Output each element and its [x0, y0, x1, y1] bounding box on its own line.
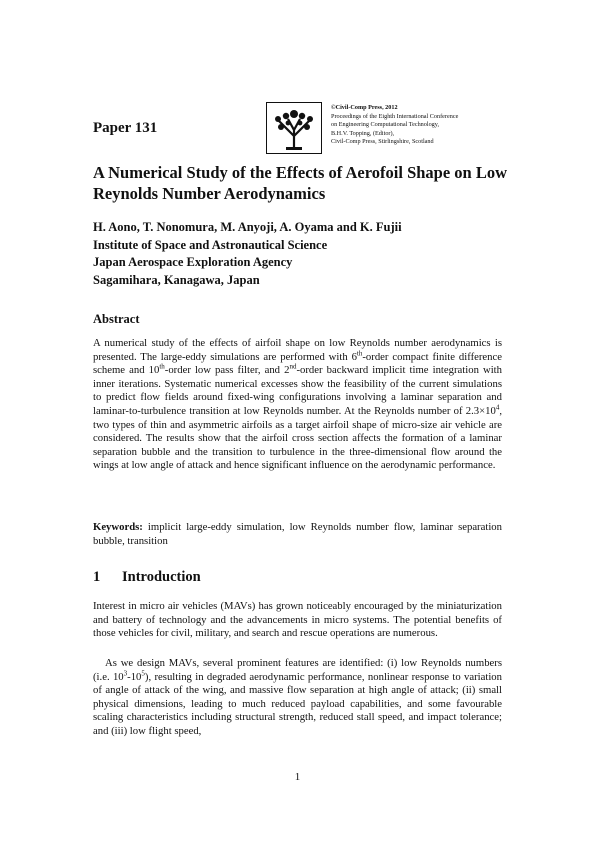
keywords-text: implicit large-eddy simulation, low Reynolds number flow, laminar separation bubble, transition — [93, 521, 502, 547]
abstract-text: A numerical study of the effects of airfoil shape on low Reynolds number aerodynamics is presented. The large-eddy simulations are performed with 6th-order compact finite difference scheme and 10th-order low pass filter, and 2nd-order backward implicit time integration with inner iterations. Systematic numerical excesses show the feasibility of the current simulations to predict flow fields around fixed-wing configurations involving a laminar separation and laminar-to-turbulence transition at low Reynolds number. At the Reynolds number of $2.3\times 10^4$, two types of thin and asymmetric airfoils as a target airfoil shape of micro-size air vehicle are considered. The results show that the airfoil cross section affects the formation of a laminar separation bubble and the transition to turbulence in the three-dimensional flow around the wings at low angle of attack and hence significant influence on the aerodynamic performance. — [93, 337, 503, 472]
paper-number: Paper 131 — [93, 120, 158, 136]
publication-info — [331, 104, 531, 147]
section-title: Introduction — [122, 569, 201, 585]
paper-title: A Numerical Study of the Effects of Aerofoil Shape on Low Reynolds Number Aerodynamics — [93, 163, 508, 203]
abstract-heading: Abstract — [93, 312, 140, 326]
author-names: H. Aono, T. Nonomura, M. Anyoji, A. Oyama and K. Fujii — [93, 220, 402, 234]
proceedings-line: B.H.V. Topping, (Editor), — [331, 129, 395, 137]
author-location: Sagamihara, Kanagawa, Japan — [93, 272, 260, 287]
author-block — [93, 219, 513, 289]
proceedings-line: Proceedings of the Eighth International Conference — [331, 112, 459, 120]
keywords-label: Keywords: — [93, 521, 143, 533]
proceedings-line: on Engineering Computational Technology, — [331, 121, 439, 129]
press-line: ©Civil-Comp Press, 2012 — [331, 104, 398, 111]
proceedings-line: Civil-Comp Press, Stirlingshire, Scotland — [331, 138, 434, 146]
intro-paragraph-1: Interest in micro air vehicles (MAVs) has grown noticeably encouraged by the miniaturization and battery of technology and the advancements in micro systems. The potential benefits of those vehicles for civil, military, and search and rescue operations are numerous. — [93, 600, 502, 640]
intro-paragraph-2: As we design MAVs, several prominent features are identified: (i) low Reynolds numbers (i.e. $10^3-10^5$), resulting in degraded aerodynamic performance, nonlinear response to variation of angle of attack of the wing, and massive flow separation at high angle of attack; (ii) small physical dimensions, leading to much reduced payload capabilities, and some favourable scaling characteristics including structural strength, reduced stall speed, and impact tolerance; and (iii) low flight speed, — [93, 657, 502, 737]
civil-comp-tree-logo-icon — [266, 102, 322, 154]
section-heading-introduction — [93, 569, 201, 586]
affiliation: Japan Aerospace Exploration Agency — [93, 255, 293, 269]
section-number: 1 — [93, 569, 101, 585]
affiliation: Institute of Space and Astronautical Science — [93, 237, 328, 252]
page-number: 1 — [294, 771, 301, 783]
keywords — [93, 521, 502, 548]
